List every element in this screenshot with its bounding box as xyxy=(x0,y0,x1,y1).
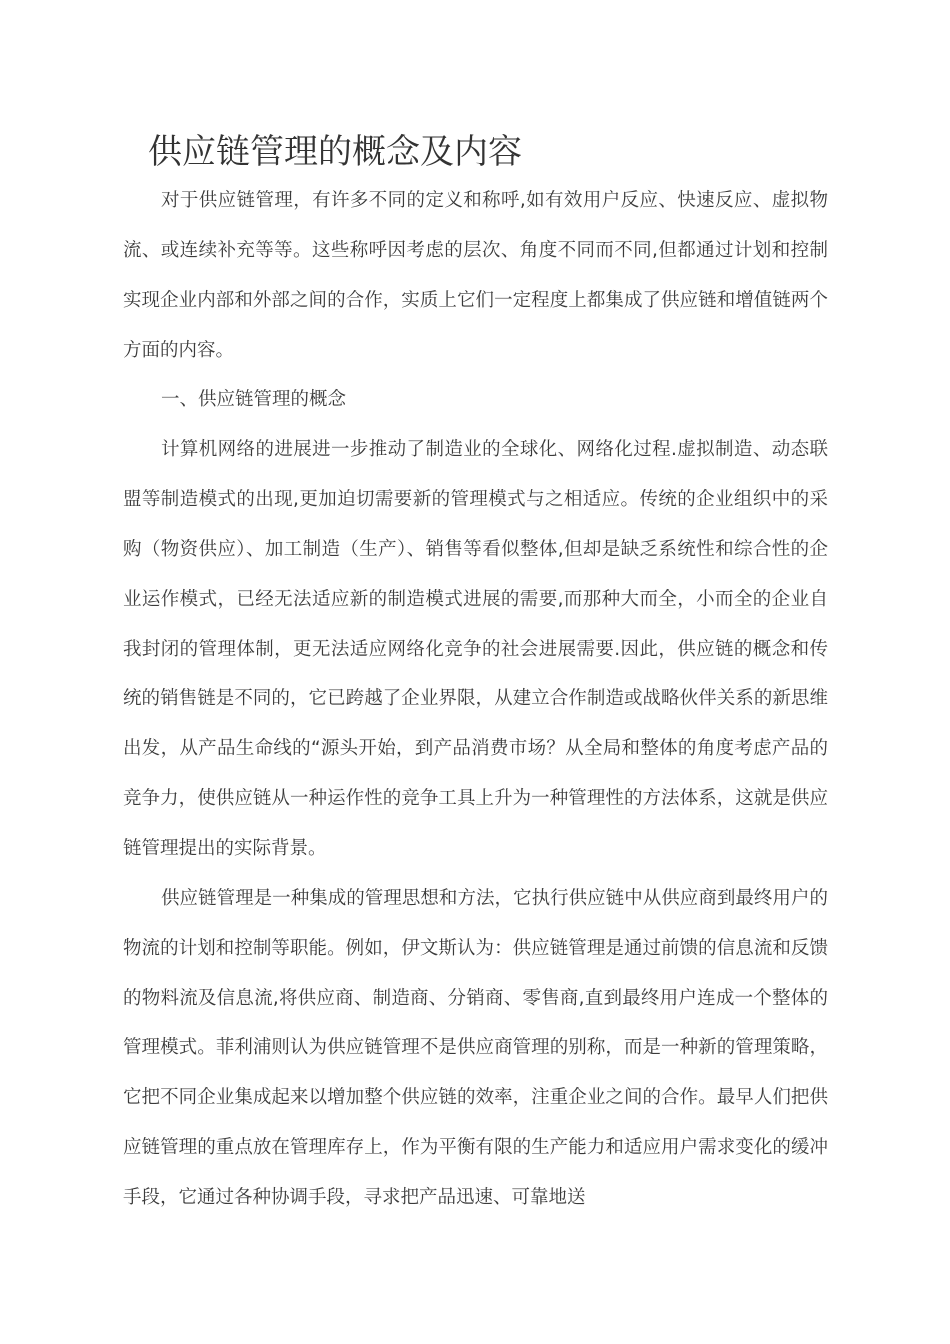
document-body xyxy=(123,176,828,1223)
paragraph-background: 计算机网络的进展进一步推动了制造业的全球化、网络化过程.虚拟制造、动态联盟等制造模式的出现,更加迫切需要新的管理模式与之相适应。传统的企业组织中的采购（物资供应）、加工制造（生产）、销售等看似整体,但却是缺乏系统性和综合性的企业运作模式，已经无法适应新的制造模式进展的需要,而那种大而全，小而全的企业自我封闭的管理体制，更无法适应网络化竞争的社会进展需要.因此，供应链的概念和传统的销售链是不同的，它已跨越了企业界限，从建立合作制造或战略伙伴关系的新思维出发，从产品生命线的“源头开始，到产品消费市场？从全局和整体的角度考虑产品的竞争力，使供应链从一种运作性的竞争工具上升为一种管理性的方法体系，这就是供应链管理提出的实际背景。 xyxy=(123,439,828,859)
document-title: 供应链管理的概念及内容 xyxy=(148,132,522,172)
paragraph-intro: 对于供应链管理，有许多不同的定义和称呼,如有效用户反应、快速反应、虚拟物流、或连续补充等等。这些称呼因考虑的层次、角度不同而不同,但都通过计划和控制实现企业内部和外部之间的合作，实质上它们一定程度上都集成了供应链和增值链两个方面的内容。 xyxy=(123,190,828,361)
paragraph-definition: 供应链管理是一种集成的管理思想和方法，它执行供应链中从供应商到最终用户的物流的计划和控制等职能。例如，伊文斯认为：供应链管理是通过前馈的信息流和反馈的物料流及信息流,将供应商、制造商、分销商、零售商,直到最终用户连成一个整体的管理模式。菲利浦则认为供应链管理不是供应商管理的别称，而是一种新的管理策略，它把不同企业集成起来以增加整个供应链的效率，注重企业之间的合作。最早人们把供应链管理的重点放在管理库存上，作为平衡有限的生产能力和适应用户需求变化的缓冲手段，它通过各种协调手段，寻求把产品迅速、可靠地送 xyxy=(123,887,828,1208)
section-heading-concept: 一、供应链管理的概念 xyxy=(161,389,347,411)
